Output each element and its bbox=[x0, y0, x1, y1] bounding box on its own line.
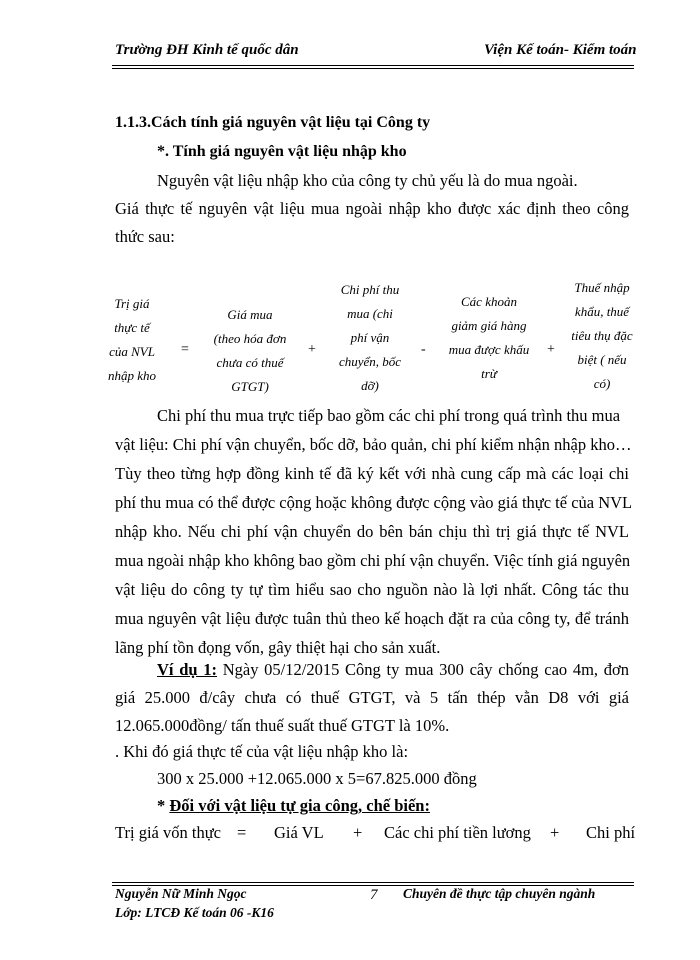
body-line: nhập kho. Nếu chi phí vận chuyển do bên bán chịu thì trị giá thực tế NVL bbox=[115, 522, 629, 541]
section-title: 1.1.3.Cách tính giá nguyên vật liệu tại Công ty bbox=[115, 114, 431, 131]
body-line: vật liệu do công ty tự tìm hiểu sao cho nguồn nào là lợi nhất. Công tác thu bbox=[115, 580, 629, 599]
example-calculation: 300 x 25.000 +12.065.000 x 5=67.825.000 đồng bbox=[157, 769, 477, 788]
example-label: Ví dụ 1: bbox=[157, 660, 218, 679]
formula-plus: + bbox=[353, 823, 363, 842]
header-rule bbox=[112, 68, 634, 69]
formula-wage-costs: Các chi phí tiền lương bbox=[384, 823, 531, 842]
formula-equals: = bbox=[181, 342, 189, 357]
example-line: Ví dụ 1: Ngày 05/12/2015 Công ty mua 300 cây chống cao 4m, đơn bbox=[157, 660, 629, 679]
body-line: Tùy theo từng hợp đồng kinh tế đã ký kết với nhà cung cấp mà các loại chi bbox=[115, 464, 629, 483]
formula-equals: = bbox=[237, 823, 247, 842]
footer-author: Nguyễn Nữ Minh Ngọc bbox=[115, 886, 247, 901]
body-line: vật liệu: Chi phí vận chuyển, bốc dỡ, bảo quản, chi phí kiểm nhận nhập kho… bbox=[115, 435, 632, 454]
footer-rule bbox=[112, 882, 634, 883]
body-line: phí thu mua có thể được cộng hoặc không được cộng vào giá thực tế của NVL bbox=[115, 493, 633, 512]
page-number: 7 bbox=[370, 887, 378, 903]
formula-term-purchase-price: Giá mua (theo hóa đơn chưa có thuế GTGT) bbox=[213, 307, 287, 394]
formula-cost-label: Trị giá vốn thực bbox=[115, 823, 221, 842]
header-rule bbox=[112, 65, 634, 66]
body-line: mua nguyên vật liệu được tuân thủ theo kế hoạch đặt ra của công ty, để tránh bbox=[115, 609, 629, 628]
body-line: Chi phí thu mua trực tiếp bao gồm các chi phí trong quá trình thu mua bbox=[157, 406, 621, 425]
formula-plus: + bbox=[308, 342, 316, 357]
formula-term-taxes: Thuế nhập khẩu, thuế tiêu thụ đặc biệt ( nếu có) bbox=[571, 280, 633, 391]
footer-class: Lớp: LTCĐ Kế toán 06 -K16 bbox=[115, 905, 274, 920]
formula-material-price: Giá VL bbox=[274, 823, 324, 842]
formula-plus: + bbox=[547, 342, 555, 357]
formula-term-discounts: Các khoản giảm giá hàng mua được khấu trừ bbox=[448, 294, 530, 381]
body-line: lãng phí tồn đọng vốn, gây thiệt hại cho sản xuất. bbox=[115, 638, 441, 657]
header-institute: Viện Kế toán- Kiểm toán bbox=[484, 42, 637, 58]
example-line: 12.065.000đồng/ tấn thuế suất thuế GTGT là 10%. bbox=[115, 716, 450, 735]
formula-other-costs: Chi phí bbox=[586, 823, 636, 842]
example-line: giá 25.000 đ/cây chưa có thuế GTGT, và 5 tấn thép vằn D8 với giá bbox=[115, 688, 629, 707]
subsection-title: *. Tính giá nguyên vật liệu nhập kho bbox=[157, 143, 407, 160]
formula-plus: + bbox=[550, 823, 560, 842]
self-processed-heading: * Đối với vật liệu tự gia công, chế biến: bbox=[157, 796, 430, 815]
body-line: mua ngoài nhập kho không bao gồm chi phí vận chuyển. Việc tính giá nguyên bbox=[115, 551, 631, 570]
formula-term-purchasing-cost: Chi phí thu mua (chi phí vận chuyển, bốc dỡ) bbox=[338, 282, 402, 393]
intro-line: Nguyên vật liệu nhập kho của công ty chủ yếu là do mua ngoài. bbox=[157, 171, 578, 190]
header-school: Trường ĐH Kinh tế quốc dân bbox=[115, 42, 299, 58]
formula-minus: - bbox=[421, 342, 426, 357]
formula-term-actual-cost: Trị giá thực tế của NVL nhập kho bbox=[107, 296, 157, 383]
intro-line: Giá thực tế nguyên vật liệu mua ngoài nhập kho được xác định theo công bbox=[115, 199, 629, 218]
footer-title: Chuyên đề thực tập chuyên ngành bbox=[403, 886, 596, 901]
intro-line: thức sau: bbox=[115, 227, 175, 246]
example-line: . Khi đó giá thực tế của vật liệu nhập kho là: bbox=[115, 742, 409, 761]
